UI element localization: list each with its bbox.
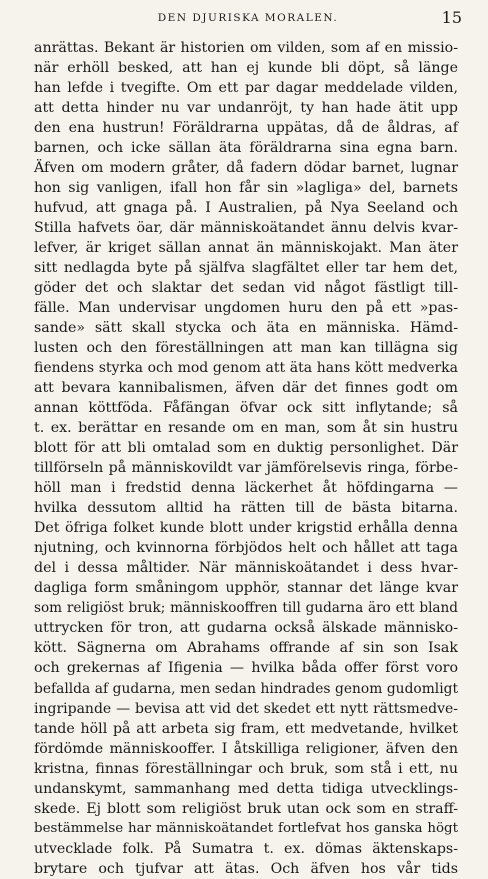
text-line: uttrycken för tron, att gudarna också älskade människo- — [34, 620, 458, 637]
text-line: del i dessa måltider. När människoätandet i dess hvar- — [34, 560, 458, 577]
text-line: befallda af gudarna, men sedan hindrades genom gudomligt — [34, 680, 458, 697]
text-line: hufvud, att gnaga på. I Australien, på Nya Seeland och — [34, 200, 458, 217]
text-line: brytare och tjufvar att ätas. Och äfven hos vår tids — [34, 860, 458, 877]
text-line: hvilka dessutom alltid ha rätten till de bästa bitarna. — [34, 500, 458, 517]
text-line: annan köttföda. Fåfängan öfvar ock sitt inflytande; så — [34, 400, 458, 417]
text-line: höll man i fredstid denna läckerhet åt höfdingarna — — [34, 480, 458, 497]
text-line: hon sig vanligen, ifall hon får sin »lagliga» del, barnets — [34, 180, 458, 197]
text-line: ingripande — bevisa att vid det skedet ett nytt rättsmedve- — [34, 700, 458, 717]
text-line: utvecklade folk. På Sumatra t. ex. dömas äktenskaps- — [34, 840, 458, 857]
text-line: Äfven om modern gråter, då fadern dödar barnet, lugnar — [34, 160, 458, 177]
text-line: den ena hustrun! Föräldrarna uppätas, då de åldras, af — [34, 120, 458, 137]
text-line: tande höll på att arbeta sig fram, ett medvetande, hvilket — [34, 720, 458, 737]
text-line: fiendens styrka och mod genom att äta hans kött medverka — [34, 360, 458, 377]
text-line: och grekernas af Ifigenia — hvilka båda offer först voro — [34, 660, 458, 677]
text-line: barnen, och icke sällan äta föräldrarna sina egna barn. — [34, 140, 458, 157]
text-line: sande» sätt skall stycka och äta en människa. Hämd- — [34, 320, 458, 337]
page-header — [34, 8, 462, 30]
text-line: blott för att bli omtalad som en duktig personlighet. Där — [34, 440, 458, 457]
text-line: lusten och den föreställningen att man kan tillägna sig — [34, 340, 458, 357]
text-line: fälle. Man undervisar ungdomen huru den på ett »pas- — [34, 300, 458, 317]
text-line: att bevara kannibalismen, äfven där det finnes godt om — [34, 380, 458, 397]
text-line: anrättas. Bekant är historien om vilden, som af en missio- — [34, 40, 458, 56]
text-line: göder det och slaktar det sedan vid något fästligt till- — [34, 280, 458, 297]
text-line: t. ex. berättar en resande om en man, som åt sin hustru — [34, 420, 458, 437]
running-title: DEN DJURISKA MORALEN. — [157, 12, 339, 24]
text-line: att detta hinder nu var undanröjt, ty han hade ätit upp — [34, 100, 458, 117]
text-line: Det öfriga folket kunde blott under krigstid erhålla denna — [34, 520, 458, 537]
text-line: när erhöll besked, att han ej kunde bli döpt, så länge — [34, 60, 458, 77]
text-line: dagliga form småningom upphör, stannar det länge kvar — [34, 580, 458, 597]
text-line: kristna, finnas föreställningar och bruk, som stå i ett, nu — [34, 760, 458, 777]
text-line: som religiöst bruk; människooffren till gudarna äro ett bland — [34, 600, 458, 617]
text-line: bestämmelse har människoätandet fortlefvat hos ganska högt — [34, 820, 458, 836]
body-text — [34, 38, 458, 879]
text-line: skede. Ej blott som religiöst bruk utan ock som en straff- — [34, 800, 458, 817]
text-line: kött. Sägnerna om Abrahams offrande af sin son Isak — [34, 640, 458, 657]
text-line: lefver, är kriget sällan annat än människojakt. Man äter — [34, 240, 458, 257]
text-line: han lefde i tvegifte. Om ett par dagar meddelade vilden, — [34, 80, 458, 97]
text-line: undanskymt, sammanhang med detta tidiga utvecklings- — [34, 780, 458, 797]
text-line: Stilla hafvets öar, där människoätandet ännu delvis kvar- — [34, 220, 458, 237]
page-number: 15 — [441, 8, 462, 27]
text-line: njutning, och kvinnorna förbjödos helt och hållet att taga — [34, 540, 458, 557]
text-line: tillförseln på människovildt var jämförelsevis ringa, förbe- — [34, 460, 458, 477]
text-line: fördömde människooffer. I åtskilliga religioner, äfven den — [34, 740, 458, 757]
text-line: sitt nedlagda byte på själfva slagfältet eller tar hem det, — [34, 260, 458, 277]
